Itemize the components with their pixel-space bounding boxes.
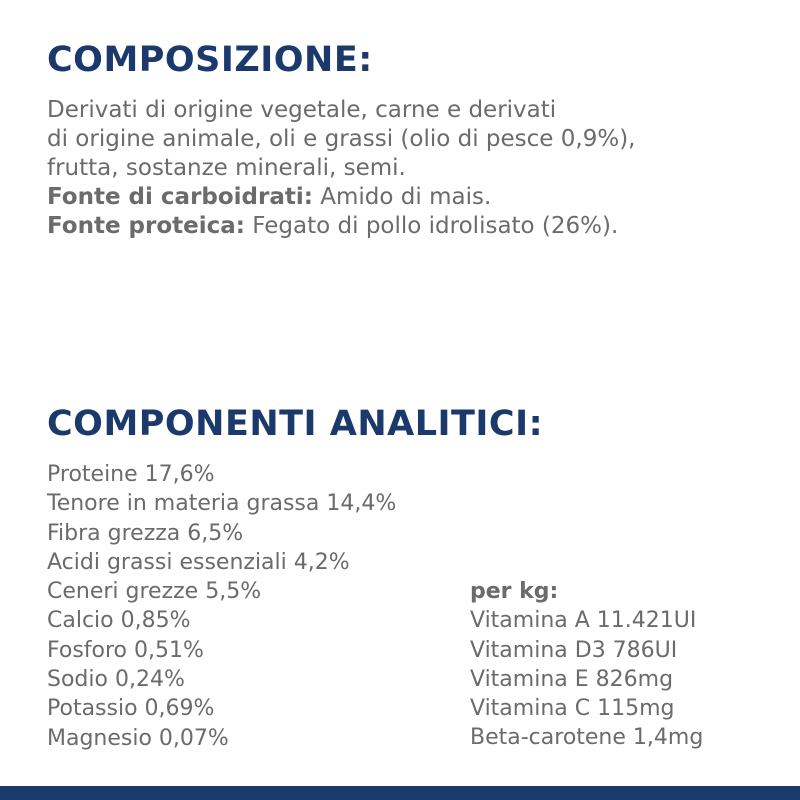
analytical-components-list: [47, 460, 396, 753]
vitamin-item: Vitamina D3 786UI: [470, 637, 678, 663]
analytical-item: Proteine 17,6%: [47, 462, 215, 487]
composition-heading: COMPOSIZIONE:: [47, 40, 373, 80]
vitamin-item: Vitamina E 826mg: [470, 666, 674, 692]
analytical-item: Potassio 0,69%: [47, 696, 215, 722]
carbohydrate-source-label: Fonte di carboidrati:: [47, 184, 313, 210]
vitamin-item: Vitamina A 11.421UI: [470, 608, 697, 634]
analytical-item: Magnesio 0,07%: [47, 725, 229, 751]
vitamin-item: Beta-carotene 1,4mg: [470, 725, 704, 751]
composition-line: Derivati di origine vegetale, carne e derivati: [47, 97, 557, 123]
composition-line: di origine animale, oli e grassi (olio di pesce 0,9%),: [47, 126, 636, 152]
analytical-item: Tenore in materia grassa 14,4%: [47, 491, 397, 517]
analytical-heading: COMPONENTI ANALITICI:: [47, 404, 544, 444]
carbohydrate-source: [47, 183, 635, 212]
protein-source-value: Fegato di pollo idrolisato (26%).: [245, 213, 619, 239]
protein-source-label: Fonte proteica:: [47, 213, 245, 239]
analytical-item: Ceneri grezze 5,5%: [47, 579, 262, 605]
composition-text: [47, 96, 635, 241]
bottom-accent-bar: [0, 786, 800, 800]
composition-line: frutta, sostanze minerali, semi.: [47, 155, 406, 181]
vitamin-item: Vitamina C 115mg: [470, 696, 675, 722]
analytical-item: Calcio 0,85%: [47, 608, 191, 634]
analytical-item: Acidi grassi essenziali 4,2%: [47, 549, 350, 575]
per-kg-label-text: per kg:: [470, 579, 559, 604]
protein-source: [47, 212, 635, 241]
analytical-item: Fosforo 0,51%: [47, 637, 204, 663]
carbohydrate-source-value: Amido di mais.: [312, 184, 492, 210]
analytical-item: Fibra grezza 6,5%: [47, 520, 244, 546]
vitamins-list: [470, 577, 703, 753]
analytical-item: Sodio 0,24%: [47, 667, 185, 693]
per-kg-label: [470, 577, 703, 606]
